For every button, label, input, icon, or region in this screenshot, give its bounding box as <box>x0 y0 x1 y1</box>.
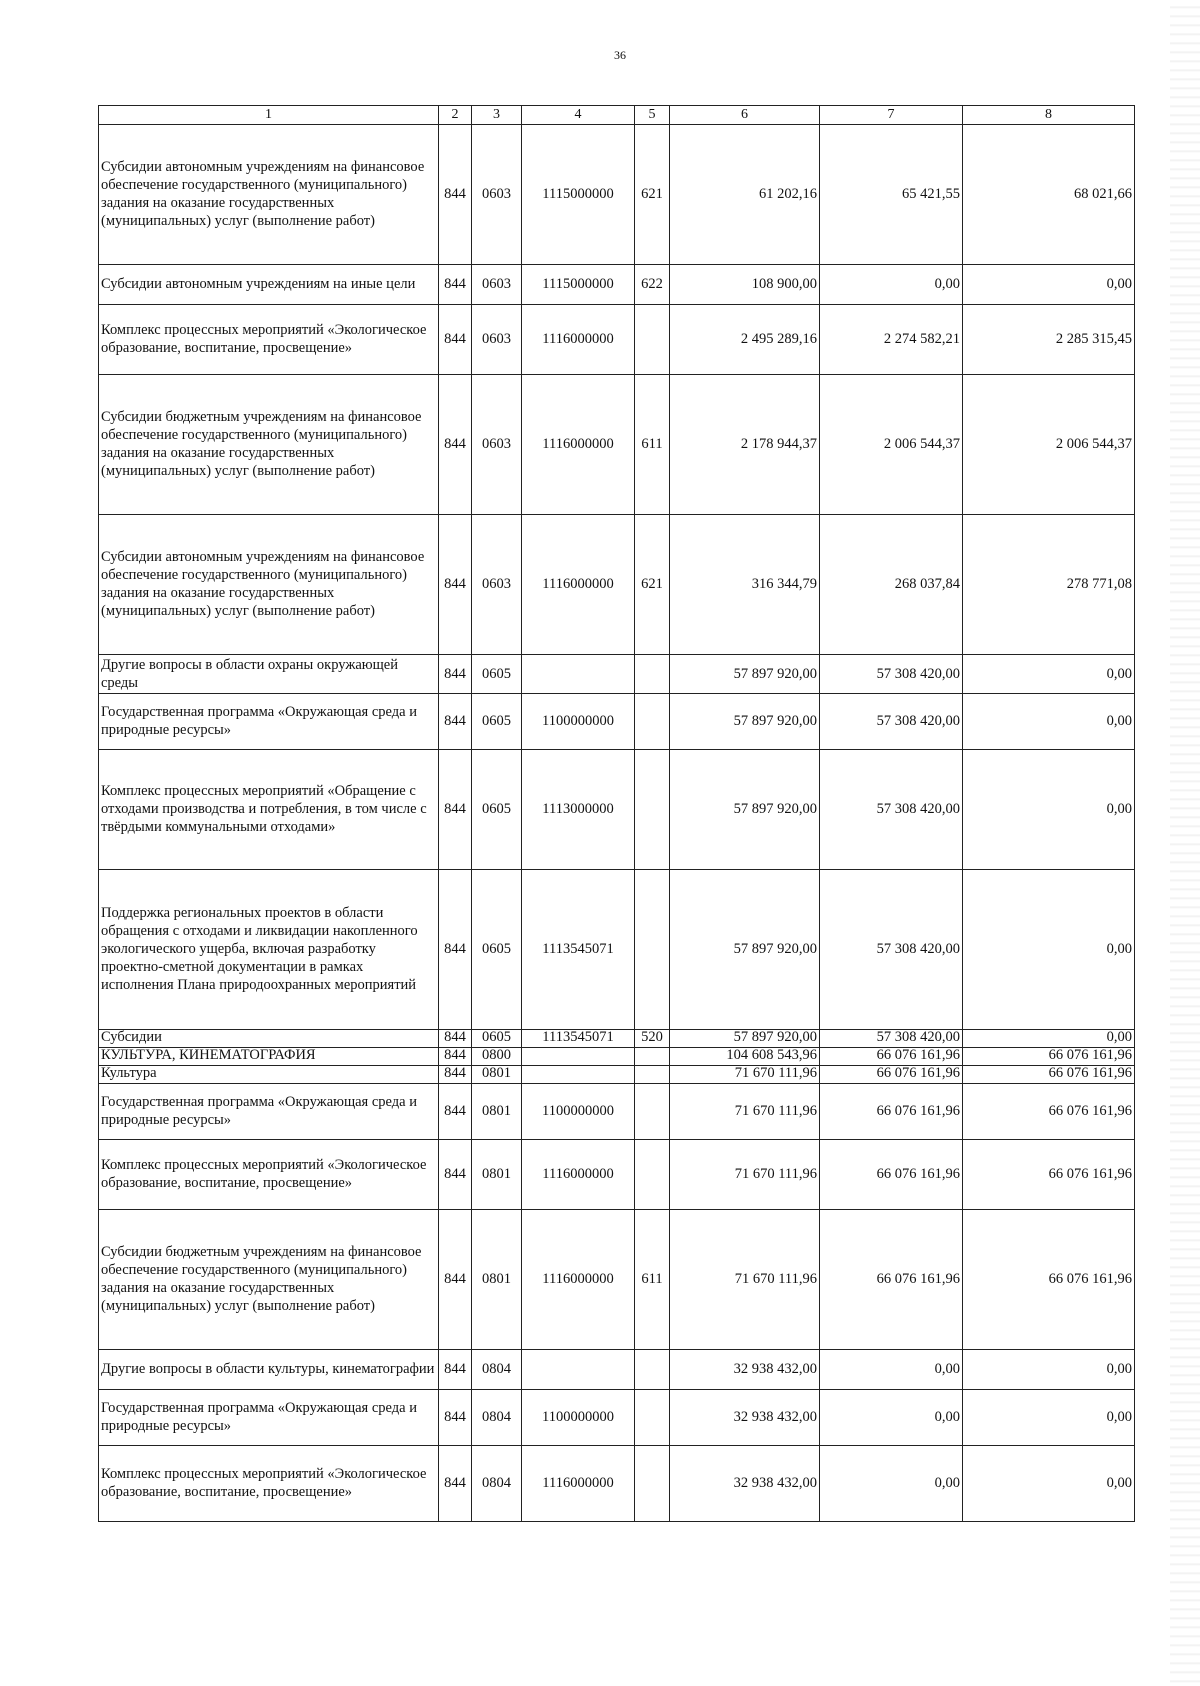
col-8: 0,00 <box>963 869 1135 1029</box>
col-8: 0,00 <box>963 1389 1135 1445</box>
col-3: 0603 <box>472 374 522 514</box>
col-2: 844 <box>439 1029 472 1047</box>
col-5: 622 <box>635 264 670 304</box>
col-4 <box>522 654 635 693</box>
col-8: 0,00 <box>963 1445 1135 1521</box>
col-6: 57 897 920,00 <box>670 749 820 869</box>
col-8: 278 771,08 <box>963 514 1135 654</box>
column-header: 1 <box>99 106 439 125</box>
row-name: Субсидии автономным учреждениям на финансовое обеспечение государственного (муниципального) задания на оказание государственных (муниципальных) услуг (выполнение работ) <box>99 514 439 654</box>
col-8: 0,00 <box>963 693 1135 749</box>
col-7: 57 308 420,00 <box>820 749 963 869</box>
column-header: 8 <box>963 106 1135 125</box>
header-row <box>99 106 1135 125</box>
col-4: 1113545071 <box>522 1029 635 1047</box>
col-3: 0603 <box>472 264 522 304</box>
col-3: 0603 <box>472 514 522 654</box>
col-7: 2 274 582,21 <box>820 304 963 374</box>
col-6: 32 938 432,00 <box>670 1389 820 1445</box>
col-8: 66 076 161,96 <box>963 1047 1135 1065</box>
row-name: Комплекс процессных мероприятий «Экологическое образование, воспитание, просвещение» <box>99 1139 439 1209</box>
col-6: 71 670 111,96 <box>670 1065 820 1083</box>
col-2: 844 <box>439 749 472 869</box>
row-name: Государственная программа «Окружающая среда и природные ресурсы» <box>99 1389 439 1445</box>
table-row <box>99 1445 1135 1521</box>
col-4 <box>522 1047 635 1065</box>
table-row <box>99 264 1135 304</box>
table-row <box>99 1029 1135 1047</box>
col-6: 104 608 543,96 <box>670 1047 820 1065</box>
col-5 <box>635 1083 670 1139</box>
col-6: 71 670 111,96 <box>670 1139 820 1209</box>
col-4: 1116000000 <box>522 304 635 374</box>
col-8: 0,00 <box>963 1029 1135 1047</box>
table-row <box>99 1139 1135 1209</box>
col-6: 32 938 432,00 <box>670 1445 820 1521</box>
col-4: 1116000000 <box>522 1139 635 1209</box>
page-number: 36 <box>614 48 626 62</box>
col-7: 66 076 161,96 <box>820 1047 963 1065</box>
col-5 <box>635 1065 670 1083</box>
table-row <box>99 654 1135 693</box>
col-7: 66 076 161,96 <box>820 1083 963 1139</box>
scan-edge <box>1170 0 1200 1686</box>
col-2: 844 <box>439 654 472 693</box>
col-5: 611 <box>635 1209 670 1349</box>
col-5 <box>635 1047 670 1065</box>
table-row <box>99 374 1135 514</box>
col-4: 1100000000 <box>522 1389 635 1445</box>
col-6: 57 897 920,00 <box>670 1029 820 1047</box>
col-4: 1116000000 <box>522 514 635 654</box>
col-2: 844 <box>439 1389 472 1445</box>
col-6: 2 178 944,37 <box>670 374 820 514</box>
row-name: Культура <box>99 1065 439 1083</box>
column-header: 5 <box>635 106 670 125</box>
col-4: 1115000000 <box>522 124 635 264</box>
col-8: 68 021,66 <box>963 124 1135 264</box>
row-name: Государственная программа «Окружающая среда и природные ресурсы» <box>99 693 439 749</box>
col-4: 1116000000 <box>522 374 635 514</box>
col-5 <box>635 654 670 693</box>
col-5: 621 <box>635 124 670 264</box>
col-5: 621 <box>635 514 670 654</box>
col-7: 66 076 161,96 <box>820 1209 963 1349</box>
col-4: 1116000000 <box>522 1209 635 1349</box>
col-6: 316 344,79 <box>670 514 820 654</box>
col-2: 844 <box>439 869 472 1029</box>
col-5 <box>635 869 670 1029</box>
col-5 <box>635 1139 670 1209</box>
col-6: 71 670 111,96 <box>670 1209 820 1349</box>
col-8: 0,00 <box>963 749 1135 869</box>
col-5 <box>635 1349 670 1389</box>
row-name: КУЛЬТУРА, КИНЕМАТОГРАФИЯ <box>99 1047 439 1065</box>
col-8: 66 076 161,96 <box>963 1065 1135 1083</box>
col-4: 1115000000 <box>522 264 635 304</box>
row-name: Комплекс процессных мероприятий «Экологическое образование, воспитание, просвещение» <box>99 304 439 374</box>
col-7: 0,00 <box>820 264 963 304</box>
col-6: 2 495 289,16 <box>670 304 820 374</box>
col-6: 57 897 920,00 <box>670 869 820 1029</box>
col-2: 844 <box>439 374 472 514</box>
col-2: 844 <box>439 264 472 304</box>
row-name: Комплекс процессных мероприятий «Обращение с отходами производства и потребления, в том числе с твёрдыми коммунальными отходами» <box>99 749 439 869</box>
col-5 <box>635 304 670 374</box>
col-7: 57 308 420,00 <box>820 693 963 749</box>
col-8: 2 285 315,45 <box>963 304 1135 374</box>
col-5 <box>635 1389 670 1445</box>
row-name: Субсидии автономным учреждениям на иные цели <box>99 264 439 304</box>
col-3: 0801 <box>472 1065 522 1083</box>
col-8: 66 076 161,96 <box>963 1083 1135 1139</box>
col-8: 2 006 544,37 <box>963 374 1135 514</box>
col-2: 844 <box>439 1047 472 1065</box>
col-2: 844 <box>439 1349 472 1389</box>
row-name: Поддержка региональных проектов в области обращения с отходами и ликвидации накопленного экологического ущерба, включая разработку проектно-сметной документации в рамках исполнения Плана природоохранных мероприятий <box>99 869 439 1029</box>
col-4: 1100000000 <box>522 1083 635 1139</box>
col-5 <box>635 749 670 869</box>
col-3: 0801 <box>472 1139 522 1209</box>
col-3: 0605 <box>472 749 522 869</box>
row-name: Субсидии <box>99 1029 439 1047</box>
col-2: 844 <box>439 1083 472 1139</box>
row-name: Другие вопросы в области охраны окружающей среды <box>99 654 439 693</box>
col-8: 66 076 161,96 <box>963 1209 1135 1349</box>
col-5: 611 <box>635 374 670 514</box>
col-2: 844 <box>439 1139 472 1209</box>
col-8: 66 076 161,96 <box>963 1139 1135 1209</box>
col-5 <box>635 693 670 749</box>
row-name: Субсидии бюджетным учреждениям на финансовое обеспечение государственного (муниципального) задания на оказание государственных (муниципальных) услуг (выполнение работ) <box>99 1209 439 1349</box>
col-2: 844 <box>439 693 472 749</box>
column-header: 3 <box>472 106 522 125</box>
col-6: 71 670 111,96 <box>670 1083 820 1139</box>
table-row <box>99 1083 1135 1139</box>
row-name: Другие вопросы в области культуры, кинематографии <box>99 1349 439 1389</box>
row-name: Комплекс процессных мероприятий «Экологическое образование, воспитание, просвещение» <box>99 1445 439 1521</box>
col-6: 108 900,00 <box>670 264 820 304</box>
col-7: 2 006 544,37 <box>820 374 963 514</box>
table-row <box>99 1389 1135 1445</box>
col-7: 0,00 <box>820 1389 963 1445</box>
col-3: 0804 <box>472 1445 522 1521</box>
col-3: 0801 <box>472 1083 522 1139</box>
table-row <box>99 304 1135 374</box>
col-6: 57 897 920,00 <box>670 693 820 749</box>
col-5: 520 <box>635 1029 670 1047</box>
col-7: 0,00 <box>820 1349 963 1389</box>
row-name: Субсидии автономным учреждениям на финансовое обеспечение государственного (муниципального) задания на оказание государственных (муниципальных) услуг (выполнение работ) <box>99 124 439 264</box>
table-row <box>99 749 1135 869</box>
column-header: 7 <box>820 106 963 125</box>
table-row <box>99 1047 1135 1065</box>
table-row <box>99 869 1135 1029</box>
col-4 <box>522 1349 635 1389</box>
table-row <box>99 1065 1135 1083</box>
col-2: 844 <box>439 1209 472 1349</box>
col-3: 0800 <box>472 1047 522 1065</box>
col-3: 0605 <box>472 654 522 693</box>
col-3: 0804 <box>472 1349 522 1389</box>
col-4: 1116000000 <box>522 1445 635 1521</box>
budget-table <box>98 105 1135 1522</box>
col-7: 66 076 161,96 <box>820 1139 963 1209</box>
table-row <box>99 1209 1135 1349</box>
col-3: 0605 <box>472 1029 522 1047</box>
col-7: 268 037,84 <box>820 514 963 654</box>
col-4: 1113000000 <box>522 749 635 869</box>
col-2: 844 <box>439 304 472 374</box>
col-2: 844 <box>439 514 472 654</box>
table-row <box>99 514 1135 654</box>
table-row <box>99 693 1135 749</box>
col-8: 0,00 <box>963 264 1135 304</box>
col-7: 65 421,55 <box>820 124 963 264</box>
col-3: 0804 <box>472 1389 522 1445</box>
col-2: 844 <box>439 1445 472 1521</box>
col-4: 1113545071 <box>522 869 635 1029</box>
col-2: 844 <box>439 124 472 264</box>
row-name: Государственная программа «Окружающая среда и природные ресурсы» <box>99 1083 439 1139</box>
col-4: 1100000000 <box>522 693 635 749</box>
col-7: 66 076 161,96 <box>820 1065 963 1083</box>
col-7: 57 308 420,00 <box>820 654 963 693</box>
col-4 <box>522 1065 635 1083</box>
col-8: 0,00 <box>963 654 1135 693</box>
table-row <box>99 124 1135 264</box>
col-7: 57 308 420,00 <box>820 1029 963 1047</box>
column-header: 4 <box>522 106 635 125</box>
col-8: 0,00 <box>963 1349 1135 1389</box>
col-3: 0605 <box>472 869 522 1029</box>
col-7: 57 308 420,00 <box>820 869 963 1029</box>
col-3: 0603 <box>472 124 522 264</box>
col-3: 0801 <box>472 1209 522 1349</box>
column-header: 6 <box>670 106 820 125</box>
col-2: 844 <box>439 1065 472 1083</box>
col-5 <box>635 1445 670 1521</box>
row-name: Субсидии бюджетным учреждениям на финансовое обеспечение государственного (муниципального) задания на оказание государственных (муниципальных) услуг (выполнение работ) <box>99 374 439 514</box>
col-3: 0605 <box>472 693 522 749</box>
col-6: 61 202,16 <box>670 124 820 264</box>
col-3: 0603 <box>472 304 522 374</box>
col-6: 57 897 920,00 <box>670 654 820 693</box>
col-6: 32 938 432,00 <box>670 1349 820 1389</box>
col-7: 0,00 <box>820 1445 963 1521</box>
column-header: 2 <box>439 106 472 125</box>
table-row <box>99 1349 1135 1389</box>
